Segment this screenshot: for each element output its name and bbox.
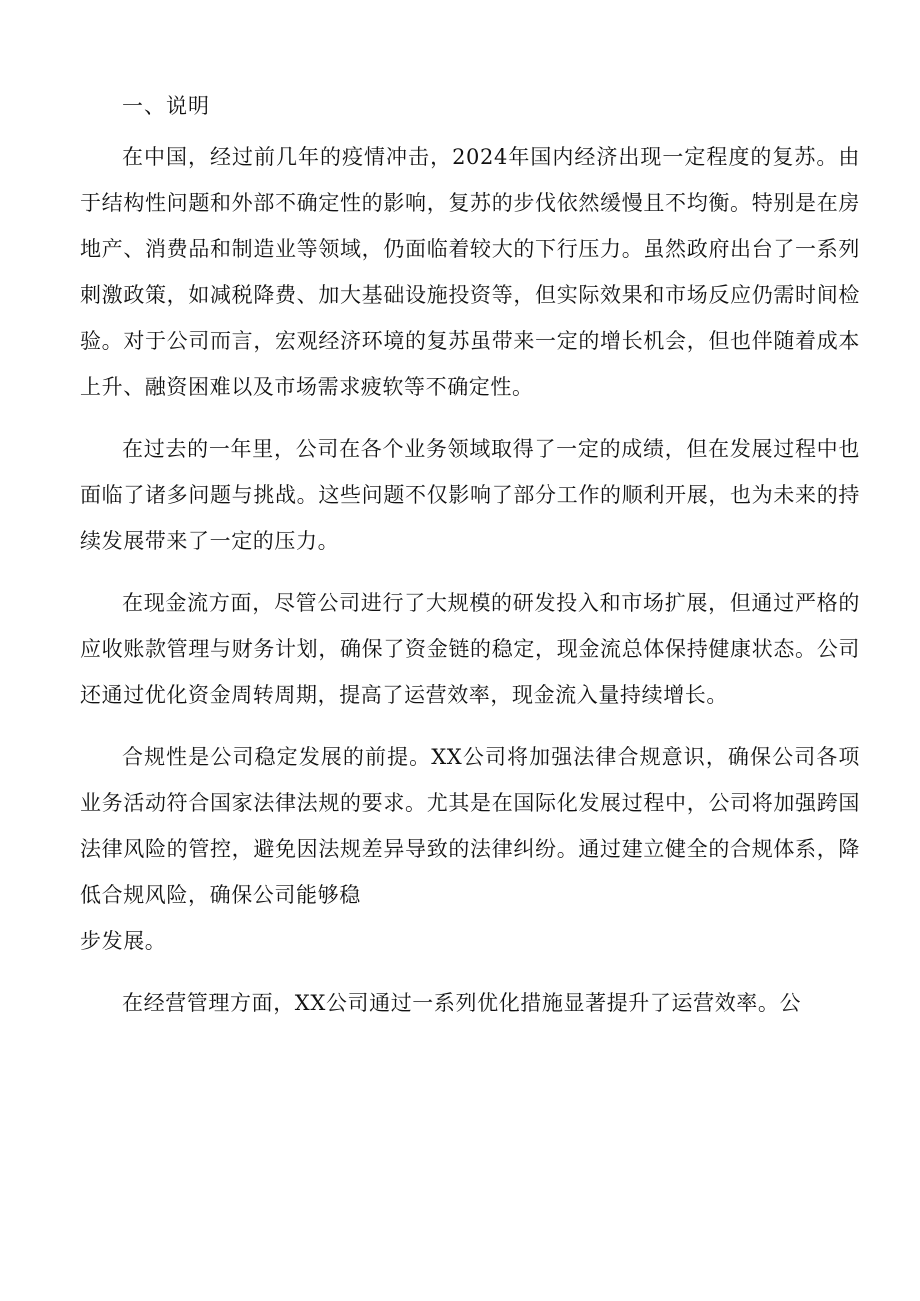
paragraph-past-year: 在过去的一年里，公司在各个业务领域取得了一定的成绩，但在发展过程中也面临了诸多问题与挑战。这些问题不仅影响了部分工作的顺利开展，也为未来的持续发展带来了一定的压力。 bbox=[80, 437, 860, 553]
section-heading: 一、说明 bbox=[122, 94, 210, 118]
paragraph-compliance: 合规性是公司稳定发展的前提。XX公司将加强法律合规意识，确保公司各项业务活动符合国家法律法规的要求。尤其是在国际化发展过程中，公司将加强跨国法律风险的管控，避免因法规差异导致的法律纠纷。通过建立健全的合规体系，降低合规风险，确保公司能够稳 bbox=[80, 745, 860, 907]
paragraph-cash-flow: 在现金流方面，尽管公司进行了大规模的研发投入和市场扩展，但通过严格的应收账款管理与财务计划，确保了资金链的稳定，现金流总体保持健康状态。公司还通过优化资金周转周期，提高了运营效率，现金流入量持续增长。 bbox=[80, 591, 860, 707]
paragraph-compliance-continuation: 步发展。 bbox=[80, 929, 167, 953]
paragraph-operations: 在经营管理方面，XX公司通过一系列优化措施显著提升了运营效率。公 bbox=[122, 991, 802, 1015]
paragraph-economy: 在中国，经过前几年的疫情冲击，2024年国内经济出现一定程度的复苏。由于结构性问题和外部不确定性的影响，复苏的步伐依然缓慢且不均衡。特别是在房地产、消费品和制造业等领域，仍面临着较大的下行压力。虽然政府出台了一系列刺激政策，如减税降费、加大基础设施投资等，但实际效果和市场反应仍需时间检验。对于公司而言，宏观经济环境的复苏虽带来一定的增长机会，但也伴随着成本上升、融资困难以及市场需求疲软等不确定性。 bbox=[80, 145, 860, 399]
